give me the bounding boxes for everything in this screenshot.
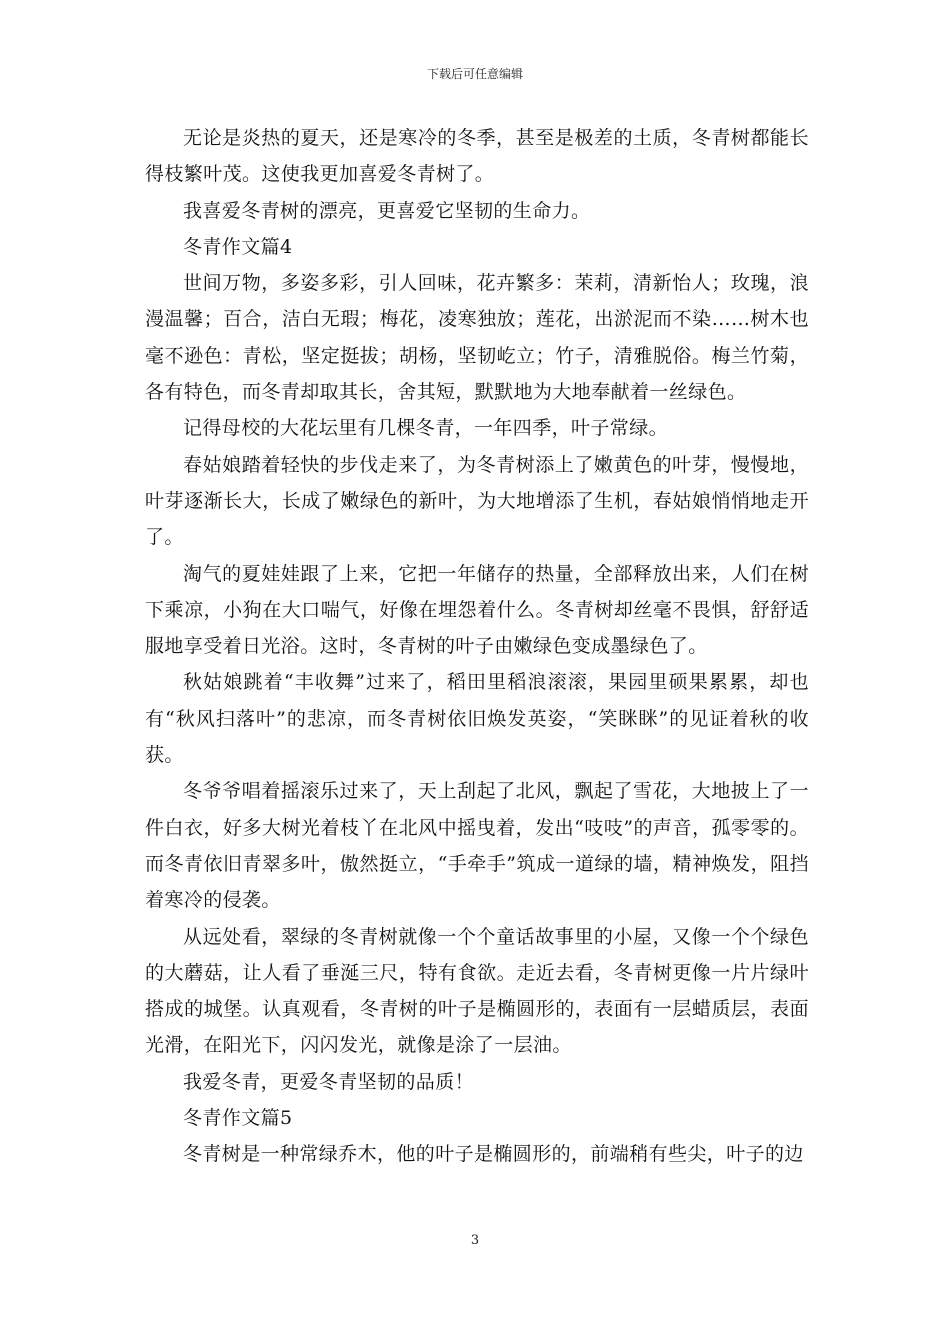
paragraph: 春姑娘踏着轻快的步伐走来了，为冬青树添上了嫩黄色的叶芽，慢慢地，叶芽逐渐长大，长成了嫩绿色的新叶，为大地增添了生机，春姑娘悄悄地走开了。 <box>145 453 809 549</box>
paragraph: 无论是炎热的夏天，还是寒冷的冬季，甚至是极差的土质，冬青树都能长得枝繁叶茂。这使我更加喜爱冬青树了。 <box>145 127 809 186</box>
paragraph: 冬青树是一种常绿乔木，他的叶子是椭圆形的，前端稍有些尖，叶子的边 <box>183 1143 804 1166</box>
paragraph: 我喜爱冬青树的漂亮，更喜爱它坚韧的生命力。 <box>183 199 591 222</box>
section-heading: 冬青作文篇5 <box>183 1107 293 1130</box>
paragraph: 淘气的夏娃娃跟了上来，它把一年储存的热量，全部释放出来，人们在树下乘凉，小狗在大口喘气，好像在埋怨着什么。冬青树却丝毫不畏惧，舒舒适服地享受着日光浴。这时，冬青树的叶子由嫩绿色变成墨绿色了。 <box>145 562 809 658</box>
paragraph: 我爱冬青，更爱冬青坚韧的品质！ <box>183 1070 475 1093</box>
document-body <box>145 120 809 1173</box>
page-number: 3 <box>470 1233 480 1248</box>
paragraph: 从远处看，翠绿的冬青树就像一个个童话故事里的小屋，又像一个个绿色的大蘑菇，让人看了垂涎三尺，特有食欲。走近去看，冬青树更像一片片绿叶搭成的城堡。认真观看，冬青树的叶子是椭圆形的，表面有一层蜡质层，表面光滑，在阳光下，闪闪发光，就像是涂了一层油。 <box>145 925 809 1057</box>
paragraph: 世间万物，多姿多彩，引人回味，花卉繁多：茉莉，清新怡人；玫瑰，浪漫温馨；百合，洁白无瑕；梅花，凌寒独放；莲花，出淤泥而不染……树木也毫不逊色：青松，坚定挺拔；胡杨，坚韧屹立；竹子，清雅脱俗。梅兰竹菊，各有特色，而冬青却取其长，舍其短，默默地为大地奉献着一丝绿色。 <box>145 272 809 404</box>
paragraph: 记得母校的大花坛里有几棵冬青，一年四季，叶子常绿。 <box>183 417 669 440</box>
page-header: 下载后可任意编辑 <box>426 67 523 81</box>
section-heading: 冬青作文篇4 <box>183 235 293 258</box>
paragraph: 冬爷爷唱着摇滚乐过来了，天上刮起了北风，飘起了雪花，大地披上了一件白衣，好多大树光着枝丫在北风中摇曳着，发出“吱吱”的声音，孤零零的。而冬青依旧青翠多叶，傲然挺立，“手牵手”筑成一道绿的墙，精神焕发，阻挡着寒冷的侵袭。 <box>145 780 809 912</box>
paragraph: 秋姑娘跳着“丰收舞”过来了，稻田里稻浪滚滚，果园里硕果累累，却也有“秋风扫落叶”的悲凉，而冬青树依旧焕发英姿，“笑眯眯”的见证着秋的收获。 <box>145 671 809 767</box>
